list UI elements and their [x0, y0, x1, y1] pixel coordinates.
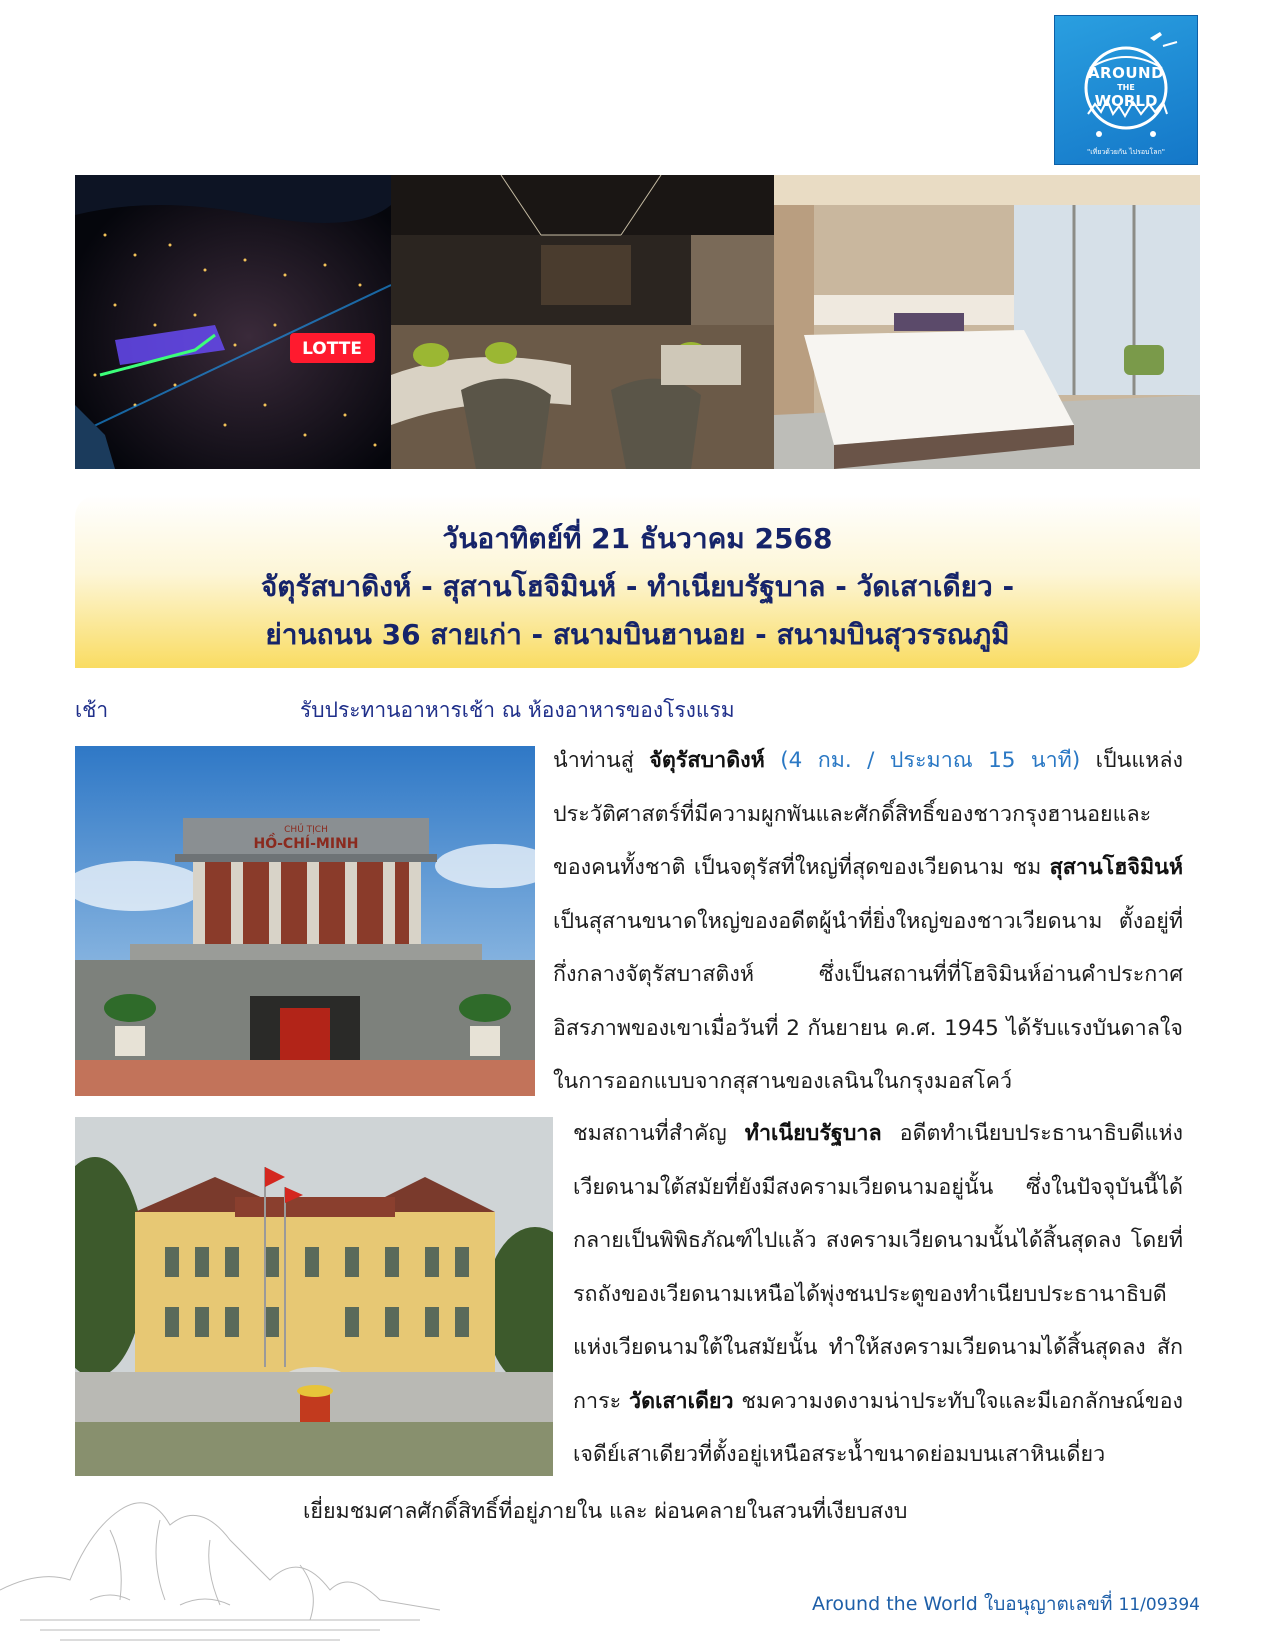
para1-text1: นำท่านสู่: [553, 748, 650, 773]
ho-chi-minh-mausoleum-name: สุสานโฮจิมินห์: [1049, 855, 1183, 880]
ho-chi-minh-mausoleum-photo: [75, 746, 535, 1096]
presidential-palace-photo: [75, 1117, 553, 1476]
meal-label: เช้า: [75, 698, 109, 722]
mausoleum-sign-line2: HỒ-CHÍ-MINH: [253, 836, 359, 852]
hotel-lounge-photo: [391, 175, 774, 469]
ba-dinh-square-name: จัตุรัสบาดิงห์: [649, 748, 765, 773]
para1-text2: เป็นแหล่งประวัติศาสตร์ที่มีความผูกพันและศักดิ์สิทธิ์ของชาวกรุงฮานอยและของคนทั้งชาติ เป็นจตุรัสที่ใหญ่ที่สุดของเวียดนาม ชม: [553, 748, 1184, 880]
paragraph-ba-dinh-square: [553, 734, 1183, 1109]
halong-bay-sketch-decoration: [0, 1470, 440, 1649]
day-route-line1: จัตุรัสบาดิงห์ - สุสานโฮจิมินห์ - ทำเนียบรัฐบาล - วัดเสาเดียว -: [260, 570, 1015, 603]
para1-text3: เป็นสุสานขนาดใหญ่ของอดีตผู้นำที่ยิ่งใหญ่ของชาวเวียดนาม ตั้งอยู่ที่กึ่งกลางจัตุรัสบาสติงห์ ซึ่งเป็นสถานที่ที่โฮจิมินห์อ่านคำประกาศอิสรภาพของเขาเมื่อวันที่ 2 กันยายน ค.ศ. 1945 ได้รับแรงบันดาลใจในการออกแบบจากสุสานของเลนินในกรุงมอสโคว์: [553, 908, 1183, 1094]
meal-text: รับประทานอาหารเช้า ณ ห้องอาหารของโรงแรม: [300, 698, 735, 722]
logo-tagline: "เที่ยวด้วยกัน ไปรอบโลก": [1087, 148, 1165, 156]
para2-text1: ชมสถานที่สำคัญ: [573, 1121, 745, 1146]
hanoi-night-photo: [75, 175, 391, 469]
day-header-banner: [75, 495, 1200, 668]
para2-text2: อดีตทำเนียบประธานาธิบดีแห่งเวียดนามใต้สมัยที่ยังมีสงครามเวียดนามอยู่นั้น ซึ่งในปัจจุบันนี้ได้กลายเป็นพิพิธภัณฑ์ไปแล้ว สงครามเวียดนามนั้นได้สิ้นสุดลง โดยที่รถถังของเวียดนามเหนือได้พุ่งชนประตูของทำเนียบประธานาธิบดีแห่งเวียดนามใต้ในสมัยนั้น ทำให้สงครามเวียดนามได้สิ้นสุดลง สักการะ: [573, 1121, 1183, 1414]
footer-license-label: ใบอนุญาตเลขที่: [977, 1593, 1119, 1615]
footer-license: [812, 1589, 1200, 1619]
footer-brand: Around the World: [812, 1593, 978, 1615]
paragraph-presidential-palace: [573, 1107, 1183, 1482]
day-date: วันอาทิตย์ที่ 21 ธันวาคม 2568: [442, 522, 833, 555]
one-pillar-pagoda-name: วัดเสาเดียว: [629, 1388, 734, 1414]
presidential-palace-name: ทำเนียบรัฐบาล: [744, 1121, 882, 1146]
logo-line3: WORLD: [1094, 92, 1158, 110]
lotte-sign: LOTTE: [302, 339, 362, 359]
mausoleum-sign-line1: CHỦ TỊCH: [284, 825, 328, 835]
company-logo: [1054, 15, 1198, 165]
para3-text: เยี่ยมชมศาลศักดิ์สิทธิ์ที่อยู่ภายใน และ ผ่อนคลายในสวนที่เงียบสงบ: [303, 1499, 908, 1524]
logo-line1: AROUND: [1087, 64, 1165, 82]
footer-license-number: 11/09394: [1118, 1595, 1200, 1615]
para2-text3: ชมความงดงามน่าประทับใจและมีเอกลักษณ์ของเจดีย์เสาเดียวที่ตั้งอยู่เหนือสระน้ำขนาดย่อมบนเสาหินเดี่ยว: [573, 1388, 1183, 1467]
day-route-line2: ย่านถนน 36 สายเก่า - สนามบินฮานอย - สนามบินสุวรรณภูมิ: [265, 618, 1010, 651]
logo-line2: THE: [1117, 83, 1135, 92]
hotel-room-photo: [774, 175, 1200, 469]
ba-dinh-distance: (4 กม. / ประมาณ 15 นาที): [764, 748, 1081, 773]
